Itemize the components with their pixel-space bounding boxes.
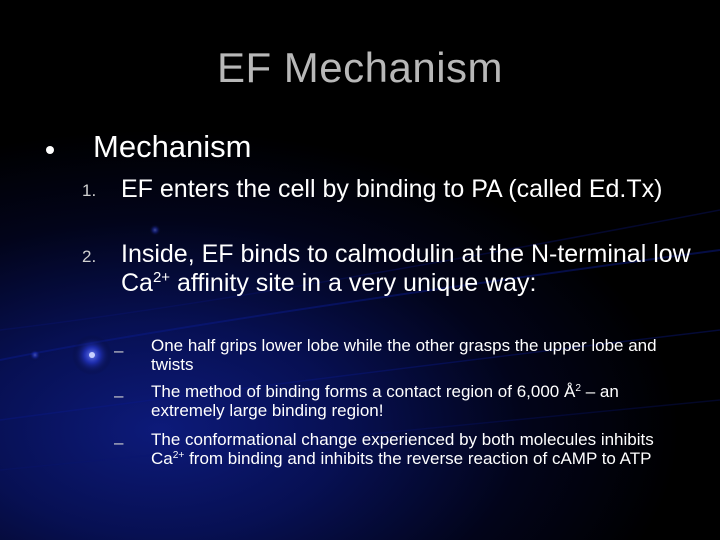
bullet-dot-icon: [46, 146, 54, 154]
item-number-1: 1.: [82, 181, 97, 200]
list-item-1: EF enters the cell by binding to PA (called Ed.Tx): [121, 175, 663, 203]
subitem-dash-1: –: [114, 341, 124, 360]
subitem-2: The method of binding forms a contact region of 6,000 $Å^2$ – an extremely large binding region!: [151, 382, 619, 420]
subitem-3: The conformational change experienced by both molecules inhibits $Ca^{2+}$ from binding and inhibits the reverse reaction of cAMP to ATP: [151, 430, 654, 468]
heading-mechanism: Mechanism: [93, 129, 252, 164]
item-number-2: 2.: [82, 247, 97, 266]
subitem-dash-2: –: [114, 386, 124, 405]
slide-title: EF Mechanism: [216, 44, 504, 91]
subitem-1: One half grips lower lobe while the other grasps the upper lobe and twists: [151, 336, 657, 374]
subitem-dash-3: –: [114, 433, 124, 452]
list-item-2: Inside, EF binds to calmodulin at the N-terminal low $Ca^{2+}$ affinity site in a very unique way:: [121, 240, 691, 297]
